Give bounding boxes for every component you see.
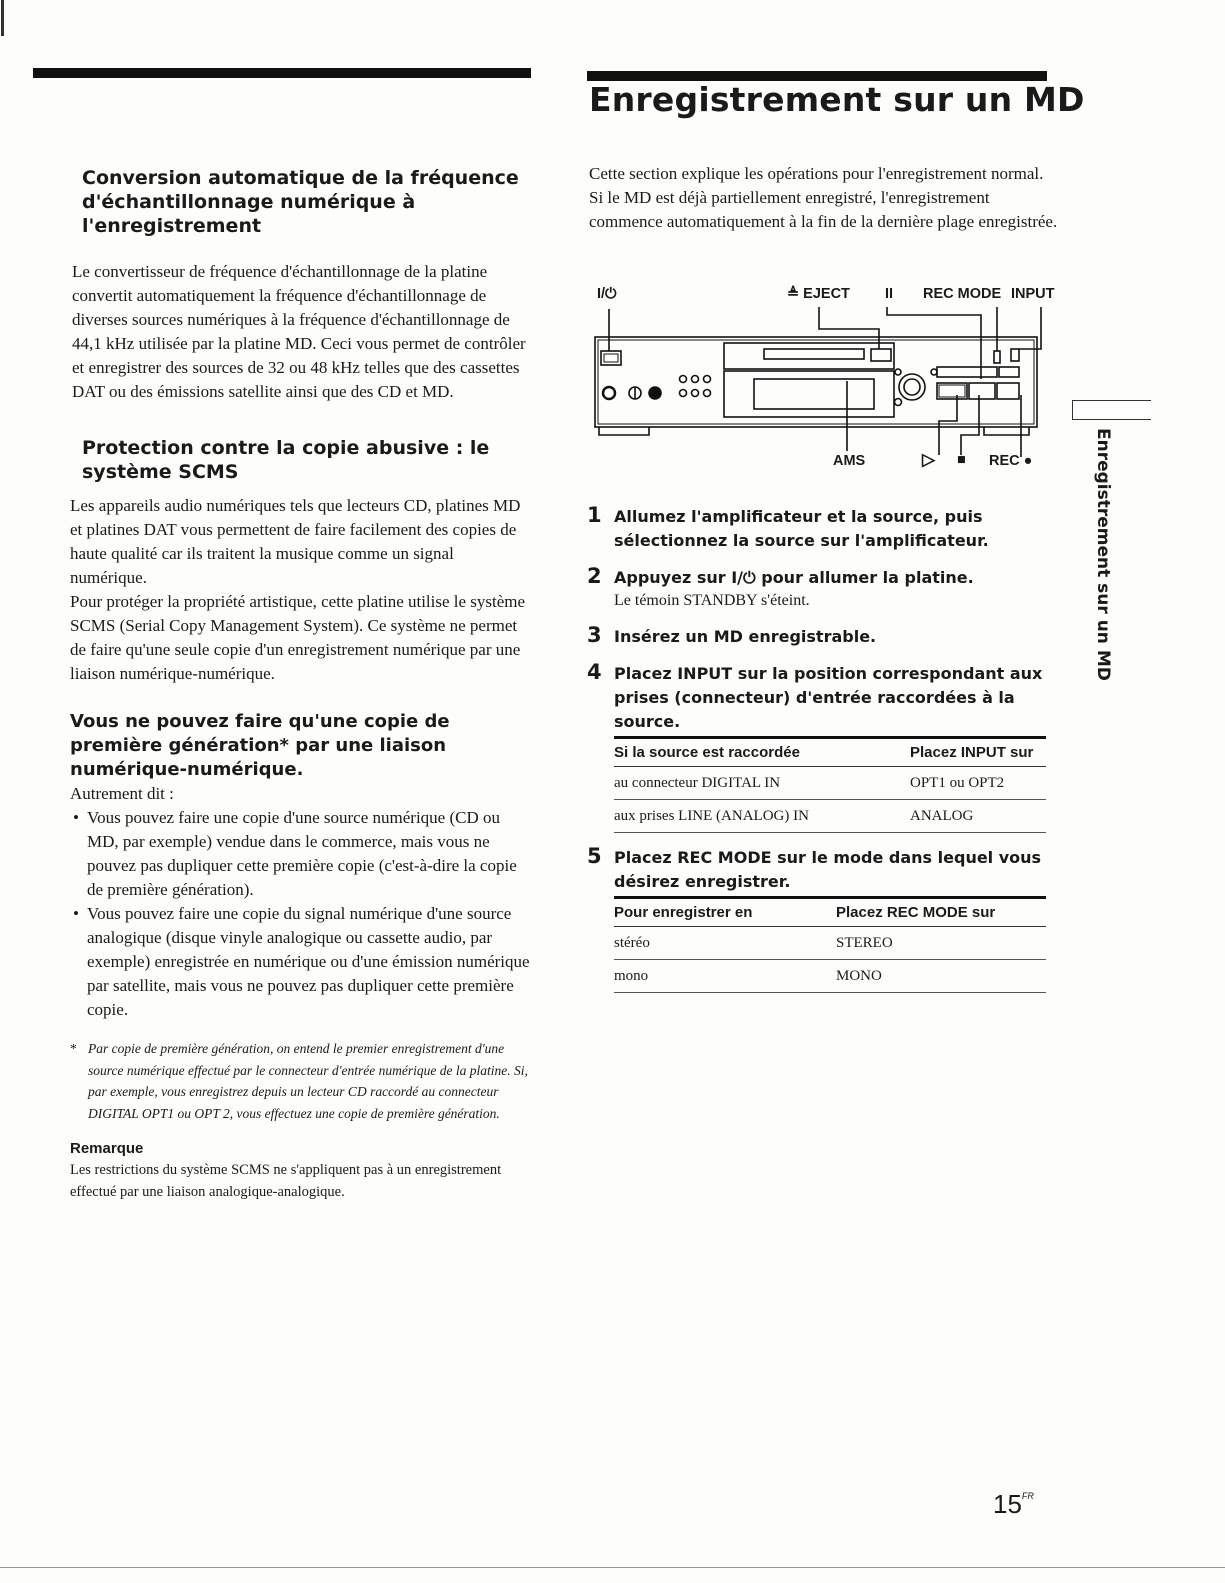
table-cell: OPT1 ou OPT2	[910, 767, 1046, 800]
step-instruction: Allumez l'amplificateur et la source, puis sélectionnez la source sur l'amplificateur.	[614, 507, 989, 550]
table-row	[614, 800, 1046, 833]
step-1	[587, 505, 1057, 553]
step-2	[587, 566, 1057, 612]
rec-mode-table	[614, 896, 1046, 993]
table-row	[614, 767, 1046, 800]
step-3	[587, 625, 1057, 649]
chapter-vertical-title: Enregistrement sur un MD	[1093, 428, 1113, 681]
table-header: Si la source est raccordée	[614, 738, 910, 767]
eject-label: ≜ EJECT	[787, 286, 850, 302]
table-cell: ANALOG	[910, 800, 1046, 833]
table-header: Placez INPUT sur	[910, 738, 1046, 767]
page-title: Enregistrement sur un MD	[589, 80, 1085, 119]
step-number: 3	[587, 623, 602, 647]
section-body-conversion: Le convertisseur de fréquence d'échantillonnage de la platine convertit automatiquement la fréquence d'échantillonnage de diverses sources numériques à la fréquence d'échantillonnage de 44,1 kHz utilisée par la platine MD. Ceci vous permet de contrôler et enregistrer des sources de 32 ou 48 kHz telles que des cassettes DAT ou des émissions satellite ainsi que des CD et MD.	[72, 262, 526, 401]
step-5	[587, 846, 1057, 993]
section-title-first-generation: Vous ne pouvez faire qu'une copie de première génération* par une liaison numérique-numérique.	[70, 711, 450, 780]
md-deck-diagram	[589, 285, 1064, 485]
step-instruction: Placez INPUT sur la position correspondant aux prises (connecteur) d'entrée raccordées à la source.	[614, 664, 1043, 731]
scan-bottom-line	[0, 1567, 1225, 1568]
table-cell: mono	[614, 960, 836, 993]
input-table	[614, 736, 1046, 833]
right-column-intro	[589, 162, 1059, 234]
bullet-item: • Vous pouvez faire une copie d'une source numérique (CD ou MD, par exemple) vendue dans le commerce, mais vous ne pouvez pas dupliquer cette première copie (c'est-à-dire la copie de première génération).	[70, 806, 532, 902]
scan-edge-mark	[1, 0, 4, 36]
table-row	[614, 927, 1046, 960]
power-label: I/⏻	[597, 286, 617, 302]
section-body-scms-2: Pour protéger la propriété artistique, cette platine utilise le système SCMS (Serial Copy Management System). Ce système ne permet de faire qu'une seule copie d'un enregistrement numérique par une liaison numérique-numérique.	[70, 592, 526, 683]
table-row	[614, 960, 1046, 993]
stop-label: ■	[957, 452, 966, 468]
section-intro-first-generation: Autrement dit :	[70, 784, 174, 803]
page-number	[993, 1489, 1034, 1520]
step-instruction: Placez REC MODE sur le mode dans lequel vous désirez enregistrer.	[614, 848, 1042, 891]
remark-title: Remarque	[70, 1140, 144, 1157]
section-title-scms: Protection contre la copie abusive : le système SCMS	[82, 437, 490, 483]
rec-mode-label: REC MODE	[923, 286, 1002, 302]
input-label: INPUT	[1011, 286, 1055, 302]
recording-steps	[587, 505, 1057, 1006]
table-cell: STEREO	[836, 927, 1046, 960]
page-number-value: 15	[993, 1489, 1022, 1519]
step-number: 1	[587, 503, 602, 527]
step-instruction: Insérez un MD enregistrable.	[614, 627, 877, 646]
ams-label: AMS	[833, 453, 866, 469]
table-header: Placez REC MODE sur	[836, 898, 1046, 927]
section-title-conversion: Conversion automatique de la fréquence d'échantillonnage numérique à l'enregistrement	[82, 167, 519, 237]
table-cell: aux prises LINE (ANALOG) IN	[614, 800, 910, 833]
step-note: Le témoin STANDBY s'éteint.	[614, 592, 810, 609]
footnote-star: *	[70, 1041, 77, 1056]
bullet-item: • Vous pouvez faire une copie du signal numérique d'une source analogique (disque vinyle analogique ou cassette audio, par exemple) enregistrée en numérique ou d'une émission numérique par satellite, mais vous ne pouvez pas dupliquer cette première copie.	[70, 902, 532, 1022]
intro-text: Cette section explique les opérations pour l'enregistrement normal. Si le MD est déjà partiellement enregistré, l'enregistrement commence automatiquement à la fin de la dernière plage enregistrée.	[589, 164, 1058, 231]
remark-body: Les restrictions du système SCMS ne s'appliquent pas à un enregistrement effectué par une liaison analogique-analogique.	[70, 1162, 502, 1200]
table-cell: stéréo	[614, 927, 836, 960]
left-header-rule	[33, 68, 531, 78]
step-4	[587, 662, 1057, 833]
step-number: 4	[587, 660, 602, 684]
table-cell: MONO	[836, 960, 1046, 993]
step-number: 2	[587, 564, 602, 588]
page-number-suffix: FR	[1021, 1491, 1034, 1501]
section-body-scms-1: Les appareils audio numériques tels que lecteurs CD, platines MD et platines DAT vous permettent de faire facilement des copies de haute qualité car ils traitent la musique comme un signal numérique.	[70, 496, 521, 587]
table-cell: au connecteur DIGITAL IN	[614, 767, 910, 800]
pause-label: II	[885, 286, 894, 302]
left-column	[70, 166, 532, 1203]
rec-label: REC ●	[989, 453, 1033, 469]
footnote-text: Par copie de première génération, on entend le premier enregistrement d'une source numérique effectué par le connecteur d'entrée numérique de la platine. Si, par exemple, vous enregistrez depuis un lecteur CD raccordé au connecteur DIGITAL OPT1 ou OPT 2, vous effectuez une copie de première génération.	[88, 1041, 528, 1121]
chapter-tab	[1072, 400, 1151, 420]
step-number: 5	[587, 844, 602, 868]
step-instruction: Appuyez sur I/⏻ pour allumer la platine.	[614, 568, 974, 587]
footnote	[70, 1038, 532, 1124]
bullet-list	[70, 806, 532, 1022]
play-label: ▷	[922, 450, 936, 469]
table-header: Pour enregistrer en	[614, 898, 836, 927]
